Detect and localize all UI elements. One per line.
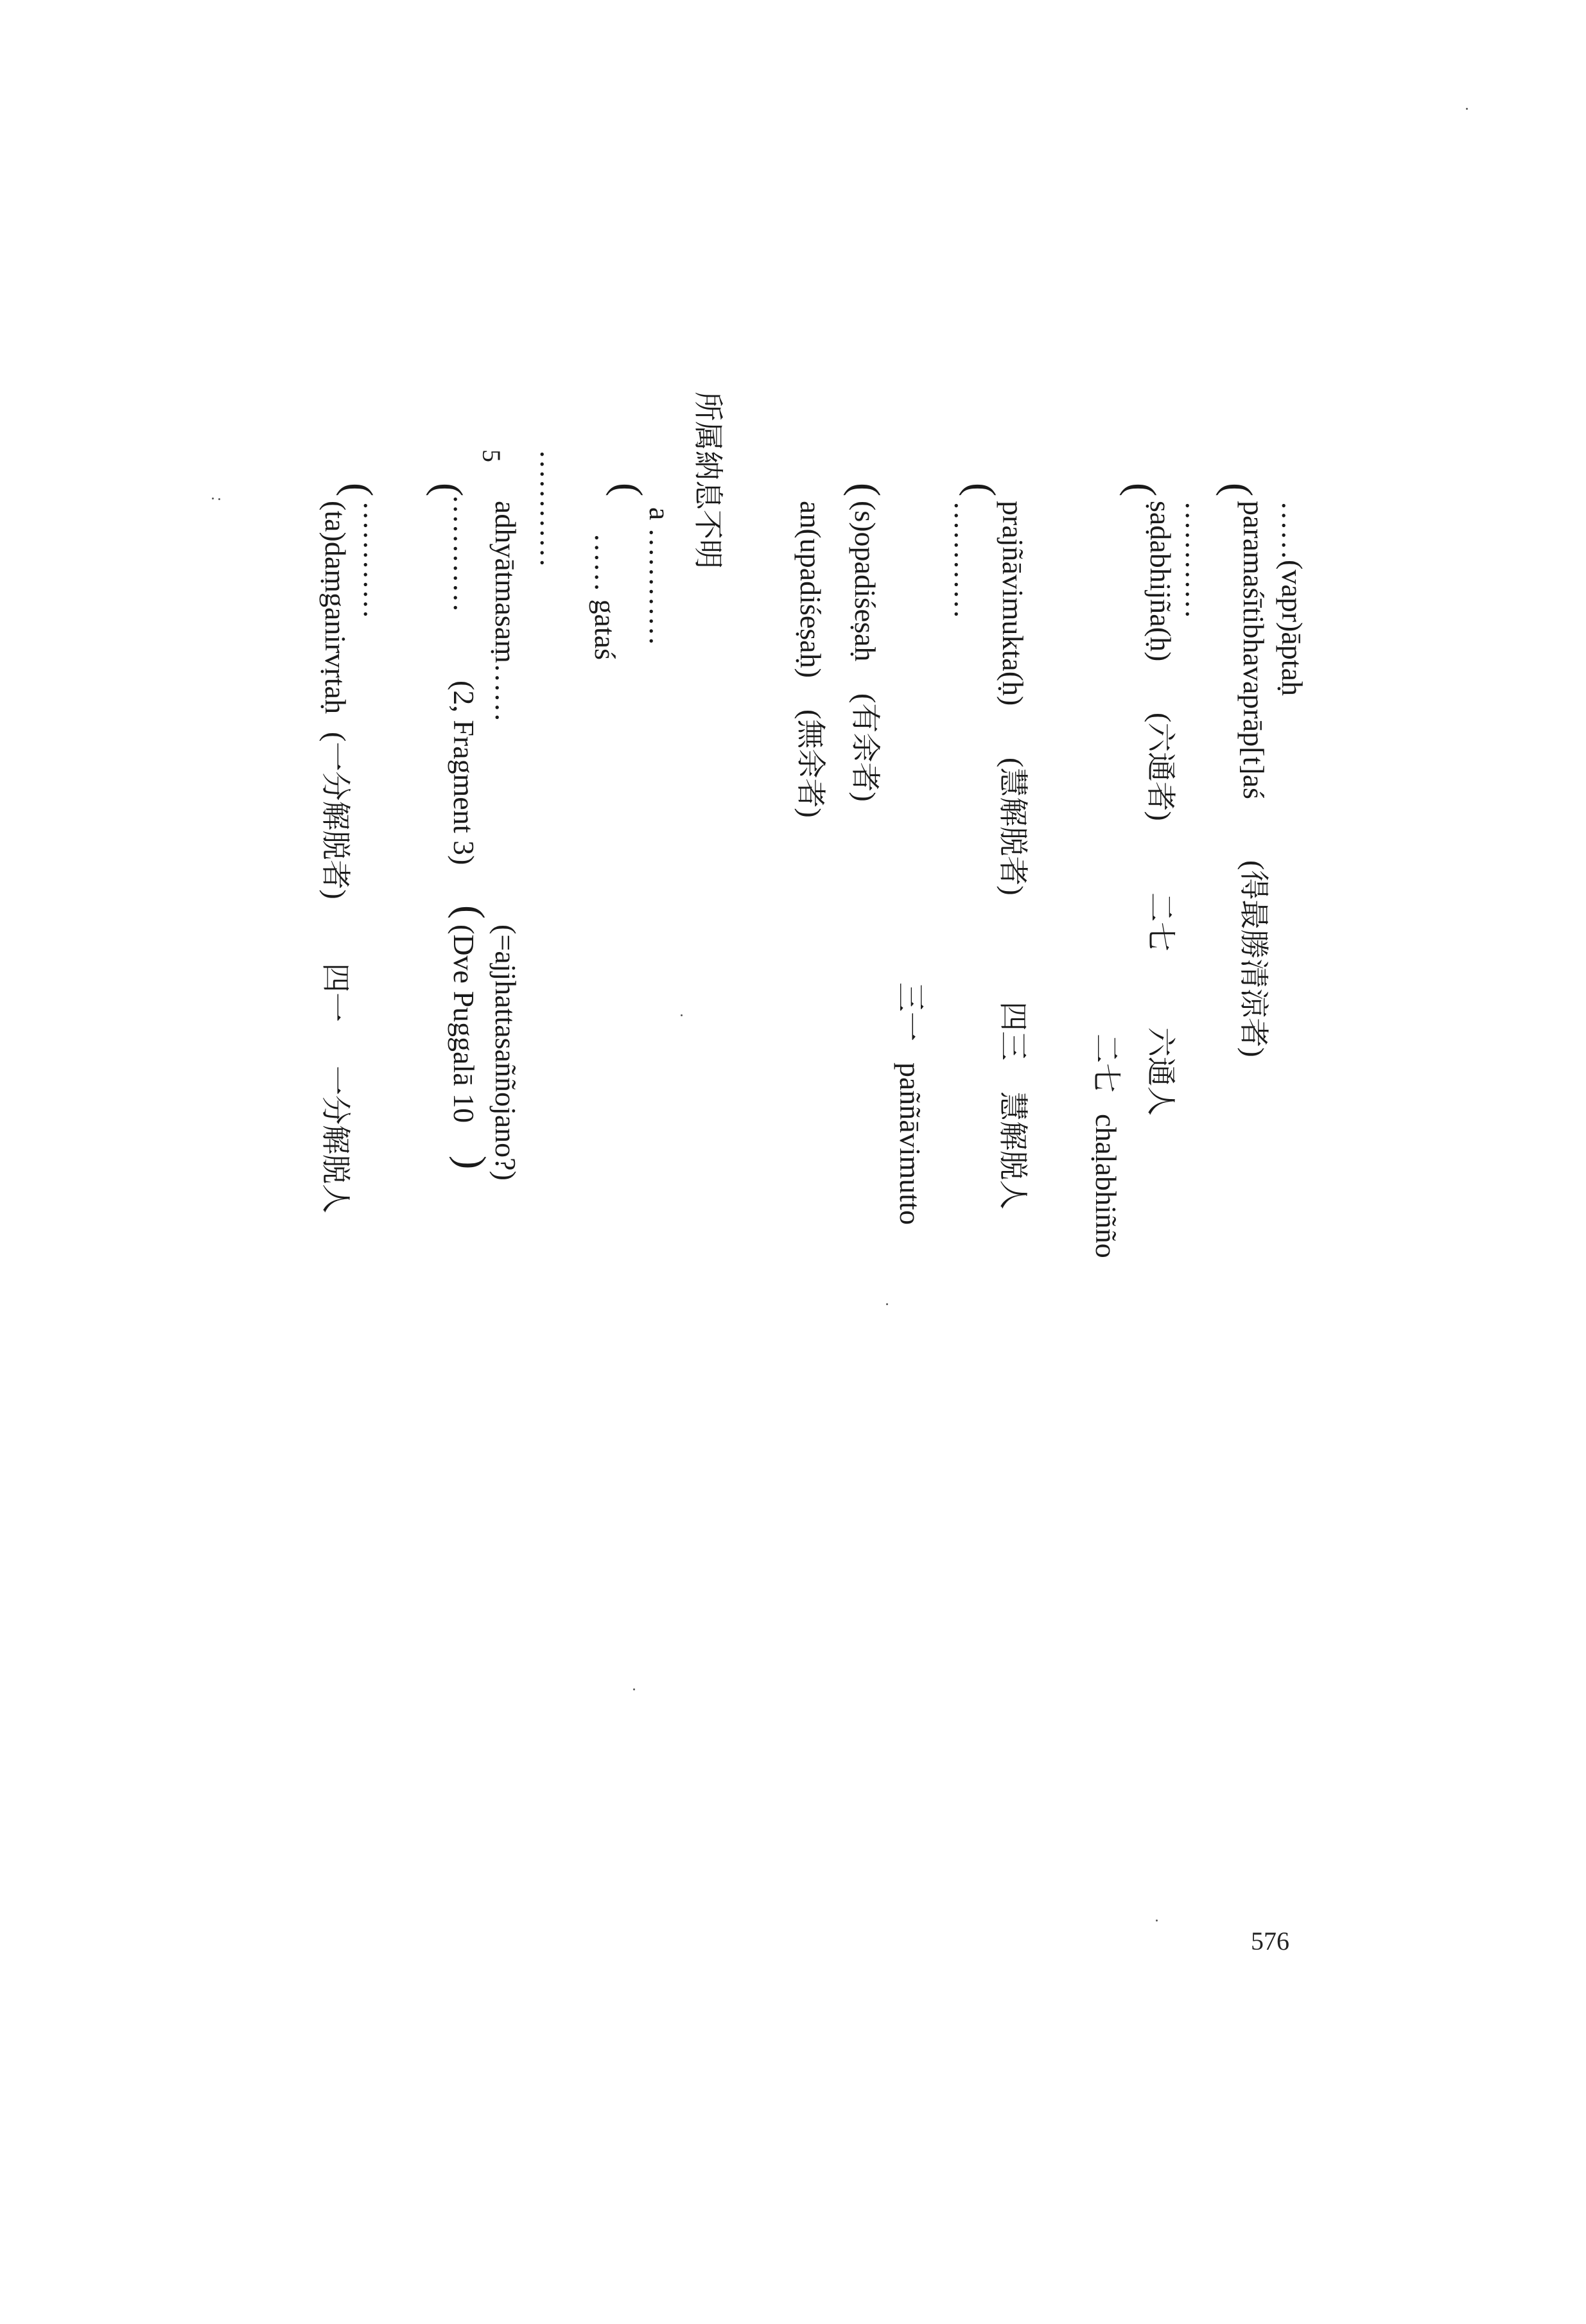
ellipsis: ………… <box>948 501 981 619</box>
sanskrit-term: prajñāvimukta(ḥ) <box>997 501 1029 706</box>
sanskrit-term: paramaśītibhavaprāp[t]aś <box>1237 501 1270 799</box>
scan-speck <box>1156 1920 1158 1921</box>
sanskrit-term: an(upadiśeṣaḥ) <box>794 501 827 678</box>
sanskrit-term: ṣaḍabhijña(ḥ) <box>1144 501 1177 662</box>
ellipsis: ………… <box>358 501 390 619</box>
sanskrit-term: (s)opadiśeṣaḥ <box>849 501 882 662</box>
chinese-gloss: (慧解脱者) <box>997 758 1029 896</box>
section-number: 二七 <box>1144 892 1177 951</box>
sanskrit-fragment: ……(vapr)āptaḥ <box>1276 501 1309 696</box>
scan-speck <box>1466 108 1468 110</box>
bracket: ( <box>448 905 493 919</box>
bracket: ( <box>959 483 1004 497</box>
pali-reference: (Dve Puggalā 10 <box>448 924 480 1123</box>
heading-text: 所属納息不明 <box>692 392 724 569</box>
scan-speck <box>633 1688 635 1690</box>
scan-speck <box>212 498 214 499</box>
bracket: ( <box>1216 483 1261 497</box>
chinese-gloss: (六通者) <box>1144 713 1177 821</box>
chinese-translation: 一分解脱人 <box>319 1066 352 1213</box>
scan-speck <box>218 498 220 500</box>
bracket: ) <box>449 1156 494 1170</box>
chinese-gloss: (得最勝清涼者) <box>1237 860 1270 1057</box>
section-number: 二七 <box>1090 1034 1122 1093</box>
chinese-gloss: (有余者) <box>849 693 882 802</box>
sanskrit-fragment: adhyātmasaṃ…… <box>489 501 522 722</box>
scan-speck <box>886 1303 888 1305</box>
chinese-gloss: (無余者) <box>794 709 827 818</box>
chinese-translation: 六通人 <box>1144 1027 1177 1116</box>
pali-term: chaḷabhiñño <box>1090 1114 1122 1258</box>
section-number: 三一 <box>894 982 927 1041</box>
chinese-translation: 慧解脱人 <box>997 1091 1029 1210</box>
bracket: ( <box>336 483 381 497</box>
pali-equivalent: (=ajjhattasaññojano?) <box>489 924 522 1181</box>
bracket: ( <box>843 483 889 497</box>
scan-speck <box>681 1014 683 1016</box>
section-number: 四三 <box>997 1002 1029 1061</box>
line-number: 5 <box>477 449 506 462</box>
ellipsis: ………… <box>448 494 480 612</box>
ellipsis: ………… <box>1180 501 1212 619</box>
sanskrit-fragment: …… gataś <box>589 533 622 661</box>
page-number: 576 <box>1251 1927 1289 1955</box>
sanskrit-fragment: a ………… <box>643 507 676 646</box>
section-number: 四一 <box>319 963 352 1022</box>
pali-term: paññāvimutto <box>894 1062 927 1225</box>
bracket: ( <box>606 483 651 497</box>
chinese-gloss: (一分解脱者) <box>319 732 352 899</box>
bracket: ( <box>1119 483 1165 497</box>
ellipsis: ………… <box>534 449 567 568</box>
bracket: ( <box>426 483 471 497</box>
sanskrit-term: (ta)daṃganirvṛtaḥ <box>319 501 352 715</box>
fragment-reference: (2, Fragment 3) <box>448 681 480 865</box>
